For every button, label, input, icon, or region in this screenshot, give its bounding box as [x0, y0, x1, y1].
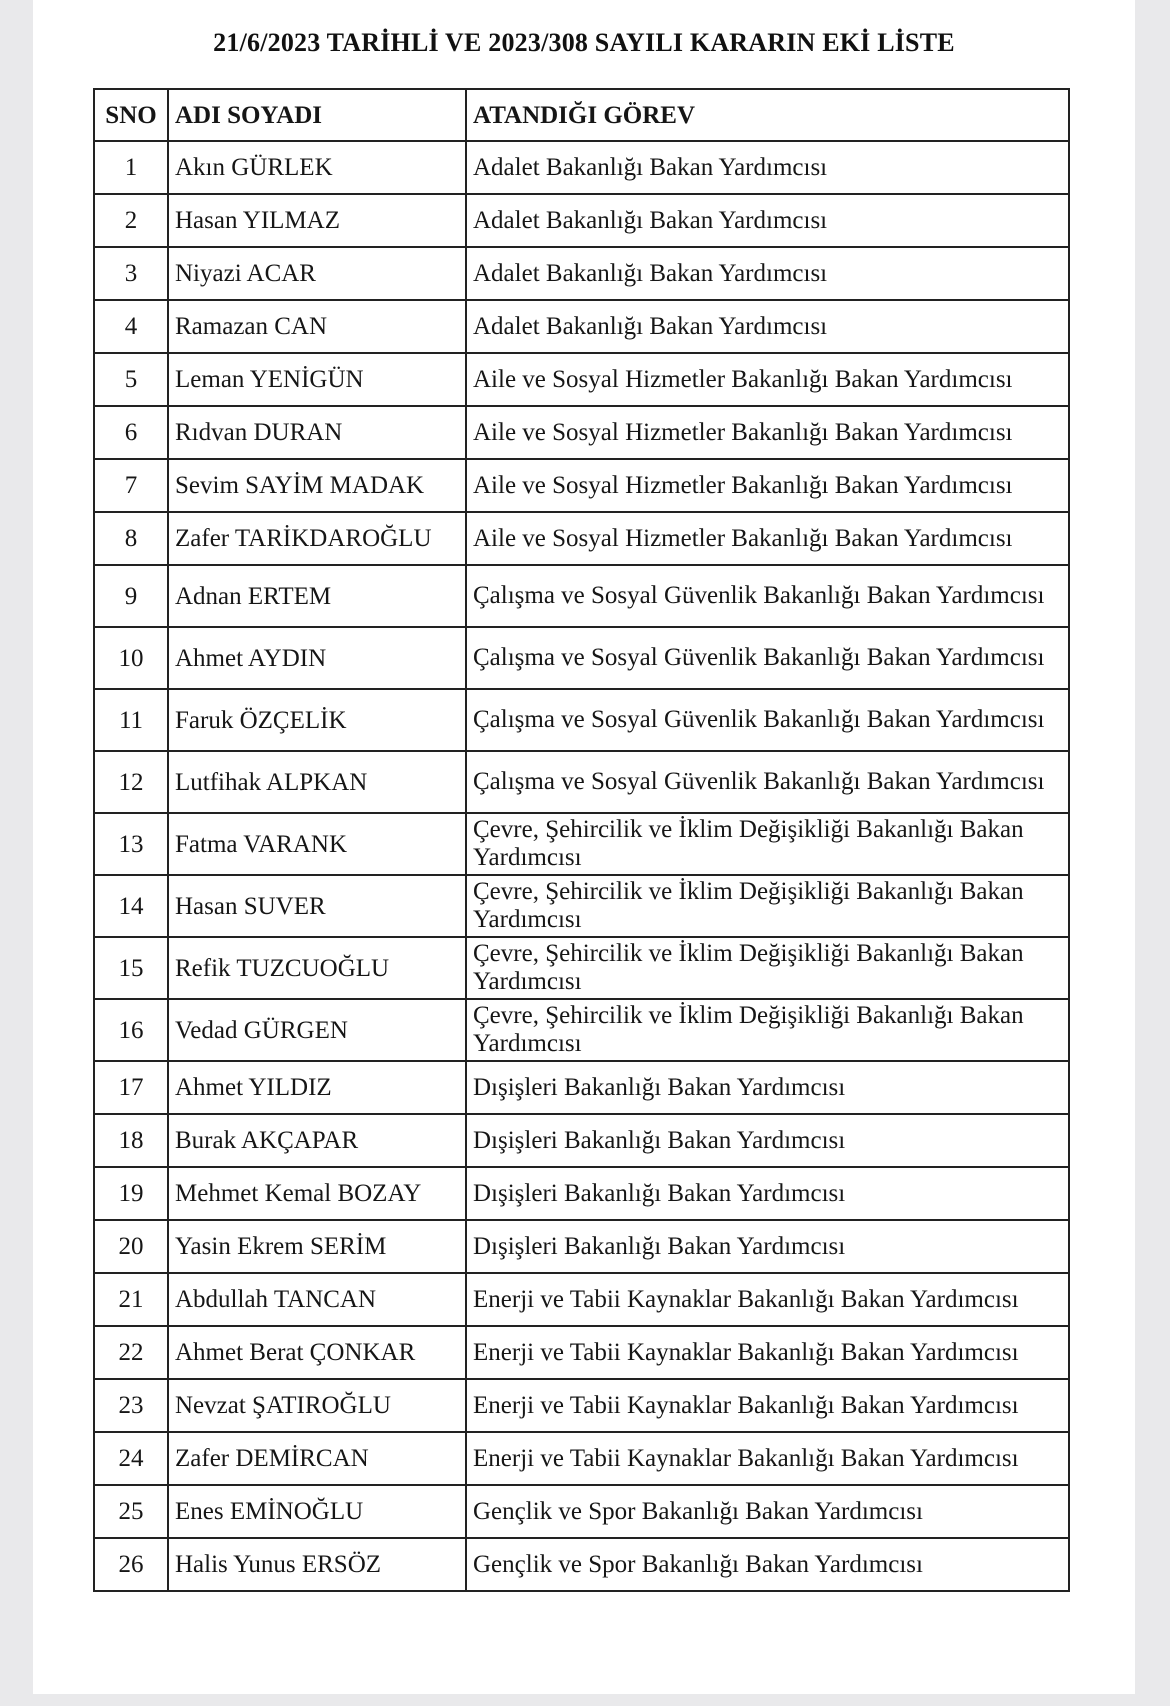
row-duty: Adalet Bakanlığı Bakan Yardımcısı: [466, 300, 1069, 353]
row-name: Enes EMİNOĞLU: [168, 1485, 466, 1538]
row-sno: 6: [94, 406, 168, 459]
table-row: [94, 194, 1069, 247]
table-row: [94, 875, 1069, 937]
row-duty: Çevre, Şehircilik ve İklim Değişikliği Bakanlığı Bakan Yardımcısı: [466, 875, 1069, 937]
appointment-table: [93, 88, 1070, 1592]
row-sno: 21: [94, 1273, 168, 1326]
row-name: Akın GÜRLEK: [168, 141, 466, 194]
row-duty: Çalışma ve Sosyal Güvenlik Bakanlığı Bakan Yardımcısı: [466, 751, 1069, 813]
row-duty: Çalışma ve Sosyal Güvenlik Bakanlığı Bakan Yardımcısı: [466, 565, 1069, 627]
table-row: [94, 1326, 1069, 1379]
row-sno: 17: [94, 1061, 168, 1114]
row-sno: 24: [94, 1432, 168, 1485]
row-sno: 13: [94, 813, 168, 875]
table-row: [94, 141, 1069, 194]
row-duty: Adalet Bakanlığı Bakan Yardımcısı: [466, 247, 1069, 300]
table-row: [94, 1538, 1069, 1591]
row-name: Yasin Ekrem SERİM: [168, 1220, 466, 1273]
row-duty: Dışişleri Bakanlığı Bakan Yardımcısı: [466, 1220, 1069, 1273]
row-duty: Enerji ve Tabii Kaynaklar Bakanlığı Bakan Yardımcısı: [466, 1379, 1069, 1432]
table-header-row: [94, 89, 1069, 141]
row-sno: 9: [94, 565, 168, 627]
table-row: [94, 1485, 1069, 1538]
row-duty: Aile ve Sosyal Hizmetler Bakanlığı Bakan Yardımcısı: [466, 406, 1069, 459]
row-duty: Çevre, Şehircilik ve İklim Değişikliği Bakanlığı Bakan Yardımcısı: [466, 999, 1069, 1061]
row-duty: Dışişleri Bakanlığı Bakan Yardımcısı: [466, 1167, 1069, 1220]
row-name: Vedad GÜRGEN: [168, 999, 466, 1061]
table-row: [94, 937, 1069, 999]
row-duty: Aile ve Sosyal Hizmetler Bakanlığı Bakan Yardımcısı: [466, 512, 1069, 565]
row-name: Nevzat ŞATIROĞLU: [168, 1379, 466, 1432]
row-name: Ahmet Berat ÇONKAR: [168, 1326, 466, 1379]
row-sno: 7: [94, 459, 168, 512]
row-name: Abdullah TANCAN: [168, 1273, 466, 1326]
row-sno: 8: [94, 512, 168, 565]
document-title: 21/6/2023 TARİHLİ VE 2023/308 SAYILI KARARIN EKİ LİSTE: [213, 28, 955, 57]
row-duty: Gençlik ve Spor Bakanlığı Bakan Yardımcısı: [466, 1538, 1069, 1591]
header-duty: ATANDIĞI GÖREV: [466, 89, 1069, 141]
header-name: ADI SOYADI: [168, 89, 466, 141]
row-name: Refik TUZCUOĞLU: [168, 937, 466, 999]
row-name: Lutfihak ALPKAN: [168, 751, 466, 813]
row-duty: Enerji ve Tabii Kaynaklar Bakanlığı Bakan Yardımcısı: [466, 1326, 1069, 1379]
row-duty: Dışişleri Bakanlığı Bakan Yardımcısı: [466, 1114, 1069, 1167]
row-sno: 4: [94, 300, 168, 353]
row-duty: Çevre, Şehircilik ve İklim Değişikliği Bakanlığı Bakan Yardımcısı: [466, 813, 1069, 875]
row-sno: 18: [94, 1114, 168, 1167]
row-name: Ahmet YILDIZ: [168, 1061, 466, 1114]
row-name: Fatma VARANK: [168, 813, 466, 875]
table-row: [94, 1167, 1069, 1220]
table-row: [94, 999, 1069, 1061]
row-sno: 11: [94, 689, 168, 751]
row-name: Zafer DEMİRCAN: [168, 1432, 466, 1485]
table-row: [94, 1273, 1069, 1326]
row-name: Sevim SAYİM MADAK: [168, 459, 466, 512]
table-row: [94, 1220, 1069, 1273]
table-row: [94, 813, 1069, 875]
row-duty: Çalışma ve Sosyal Güvenlik Bakanlığı Bakan Yardımcısı: [466, 689, 1069, 751]
row-sno: 12: [94, 751, 168, 813]
row-name: Halis Yunus ERSÖZ: [168, 1538, 466, 1591]
row-sno: 22: [94, 1326, 168, 1379]
table-row: [94, 1379, 1069, 1432]
row-sno: 3: [94, 247, 168, 300]
row-sno: 25: [94, 1485, 168, 1538]
header-sno: SNO: [94, 89, 168, 141]
row-duty: Aile ve Sosyal Hizmetler Bakanlığı Bakan Yardımcısı: [466, 353, 1069, 406]
table-row: [94, 406, 1069, 459]
row-sno: 26: [94, 1538, 168, 1591]
row-name: Mehmet Kemal BOZAY: [168, 1167, 466, 1220]
row-sno: 15: [94, 937, 168, 999]
row-duty: Dışişleri Bakanlığı Bakan Yardımcısı: [466, 1061, 1069, 1114]
table-body: [94, 141, 1069, 1591]
row-duty: Gençlik ve Spor Bakanlığı Bakan Yardımcısı: [466, 1485, 1069, 1538]
row-name: Ahmet AYDIN: [168, 627, 466, 689]
row-sno: 5: [94, 353, 168, 406]
row-sno: 19: [94, 1167, 168, 1220]
row-duty: Çalışma ve Sosyal Güvenlik Bakanlığı Bakan Yardımcısı: [466, 627, 1069, 689]
row-sno: 23: [94, 1379, 168, 1432]
row-name: Rıdvan DURAN: [168, 406, 466, 459]
row-name: Hasan YILMAZ: [168, 194, 466, 247]
row-sno: 16: [94, 999, 168, 1061]
table-row: [94, 565, 1069, 627]
row-sno: 14: [94, 875, 168, 937]
row-duty: Çevre, Şehircilik ve İklim Değişikliği Bakanlığı Bakan Yardımcısı: [466, 937, 1069, 999]
row-duty: Aile ve Sosyal Hizmetler Bakanlığı Bakan Yardımcısı: [466, 459, 1069, 512]
row-name: Hasan SUVER: [168, 875, 466, 937]
row-name: Zafer TARİKDAROĞLU: [168, 512, 466, 565]
row-duty: Enerji ve Tabii Kaynaklar Bakanlığı Bakan Yardımcısı: [466, 1432, 1069, 1485]
row-duty: Adalet Bakanlığı Bakan Yardımcısı: [466, 141, 1069, 194]
row-name: Ramazan CAN: [168, 300, 466, 353]
row-sno: 1: [94, 141, 168, 194]
row-name: Leman YENİGÜN: [168, 353, 466, 406]
table-row: [94, 247, 1069, 300]
table-row: [94, 1432, 1069, 1485]
table-row: [94, 353, 1069, 406]
row-sno: 20: [94, 1220, 168, 1273]
row-duty: Enerji ve Tabii Kaynaklar Bakanlığı Bakan Yardımcısı: [466, 1273, 1069, 1326]
table-row: [94, 1114, 1069, 1167]
table-row: [94, 751, 1069, 813]
table-row: [94, 689, 1069, 751]
table-row: [94, 459, 1069, 512]
document-page: [33, 0, 1135, 1694]
table-row: [94, 300, 1069, 353]
row-name: Adnan ERTEM: [168, 565, 466, 627]
row-sno: 10: [94, 627, 168, 689]
table-row: [94, 1061, 1069, 1114]
row-sno: 2: [94, 194, 168, 247]
table-row: [94, 627, 1069, 689]
row-name: Burak AKÇAPAR: [168, 1114, 466, 1167]
row-duty: Adalet Bakanlığı Bakan Yardımcısı: [466, 194, 1069, 247]
row-name: Faruk ÖZÇELİK: [168, 689, 466, 751]
table-row: [94, 512, 1069, 565]
row-name: Niyazi ACAR: [168, 247, 466, 300]
